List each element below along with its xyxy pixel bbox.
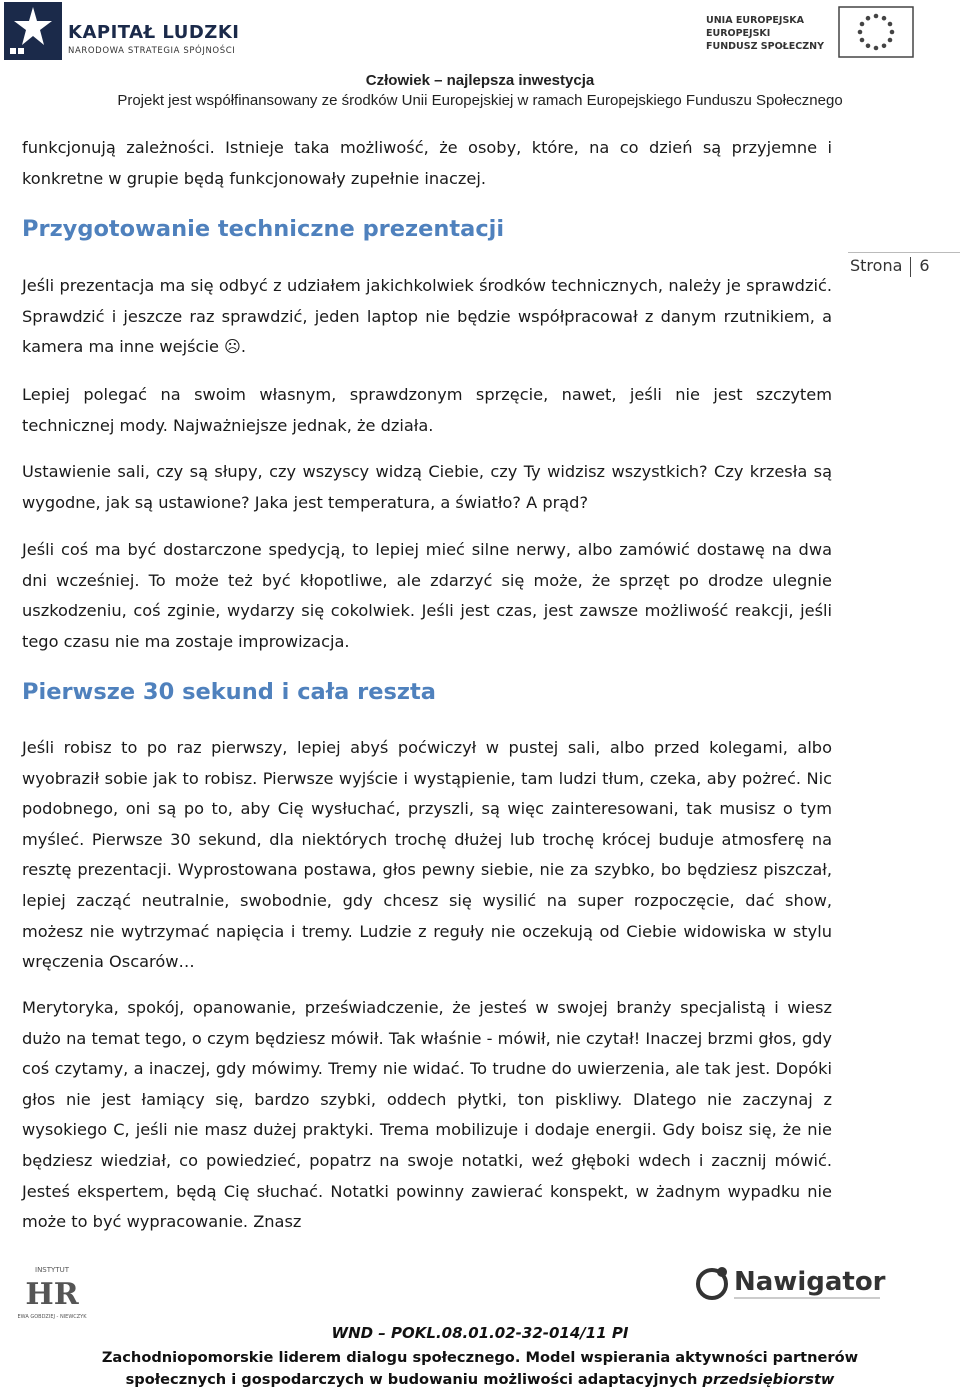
eu-label-line2: EUROPEJSKI bbox=[706, 28, 771, 39]
svg-text:EWA GOBDZIEJ - NIEWCZYK: EWA GOBDZIEJ - NIEWCZYK bbox=[17, 1314, 87, 1320]
eu-label-line1: UNIA EUROPEJSKA bbox=[706, 15, 804, 26]
paragraph-own-equipment: Lepiej polegać na swoim własnym, sprawdzonym sprzęcie, nawet, jeśli nie jest szczytem technicznej mody. Najważniejsze jednak, że działa. bbox=[22, 385, 832, 435]
footer-project-code: WND – POKL.08.01.02-32-014/11 PI bbox=[331, 1324, 629, 1342]
page-number-separator bbox=[910, 257, 911, 277]
page-number-rule bbox=[848, 252, 960, 253]
heading-technical-prep: Przygotowanie techniczne prezentacji bbox=[22, 216, 505, 242]
instytut-hr-logo bbox=[17, 1262, 87, 1324]
svg-text:HR: HR bbox=[25, 1277, 79, 1312]
paragraph-room-setup: Ustawienie sali, czy są słupy, czy wszyscy widzą Ciebie, czy Ty widzisz wszystkich? Czy krzesła są wygodne, jak są ustawione? Jaka jest temperatura, a światło? A prąd? bbox=[22, 462, 832, 512]
paragraph-intro: funkcjonują zależności. Istnieje taka możliwość, że osoby, które, na co dzień są przyjemne i konkretne w grupie będą funkcjonowały zupełnie inaczej. bbox=[22, 138, 832, 188]
eu-label-line3: FUNDUSZ SPOŁECZNY bbox=[706, 41, 824, 52]
nawigator-logo bbox=[690, 1250, 920, 1312]
page-number bbox=[850, 256, 930, 277]
footer-line2-regular: społecznych i gospodarczych w budowaniu możliwości adaptacyjnych bbox=[125, 1371, 703, 1388]
paragraph-delivery: Jeśli coś ma być dostarczone spedycją, to lepiej mieć silne nerwy, albo zamówić dostawę na dwa dni wcześniej. To może też być kłopotliwe, ale zdarzyć się może, że sprzęt po drodze ulegnie uszkodzeniu, coś zginie, wydarzy się cokolwiek. Jeśli jest czas, jest zawsze możliwość reakcji, jeśli tego czasu nie ma zostaje improwizacja. bbox=[22, 540, 832, 651]
eu-label bbox=[706, 14, 824, 53]
page-number-value: 6 bbox=[919, 256, 930, 275]
heading-first-30-seconds: Pierwsze 30 sekund i cała reszta bbox=[22, 679, 436, 705]
header-project-info: Projekt jest współfinansowany ze środków Unii Europejskiej w ramach Europejskiego Funduszu Społecznego bbox=[117, 92, 843, 109]
paragraph-first-time: Jeśli robisz to po raz pierwszy, lepiej abyś poćwiczył w pustej sali, albo przed kolegami, albo wyobraził sobie jak to robisz. Pierwsze wyjście i wystąpienie, tam ludzi tłum, czeka, aby pożreć. Nic podobnego, oni są po to, aby Cię wysłuchać, przyszli, są więc zainteresowani, tak musisz o tym myśleć. Pierwsze 30 sekund, dla niektórych trochę dłużej lub trochę krócej buduje atmosferę na resztę prezentacji. Wyprostowana postawa, głos pewny siebie, nie za szybko, bo będziesz piszczał, lepiej zacząć neutralnie, swobodnie, gdy chcesz się wysilić na super rozpoczęcie, dać show, możesz nie wytrzymać napięcia i tremy. Ludzie z reguły nie oczekują od Ciebie widowiska w stylu wręczenia Oscarów… bbox=[22, 738, 832, 972]
footer-project-title-line1: Zachodniopomorskie liderem dialogu społecznego. Model wspierania aktywności partnerów bbox=[101, 1349, 859, 1366]
svg-text:INSTYTUT: INSTYTUT bbox=[35, 1266, 69, 1274]
kapital-ludzki-subtitle: NARODOWA STRATEGIA SPÓJNOŚCI bbox=[68, 46, 236, 56]
header-slogan: Człowiek – najlepsza inwestycja bbox=[365, 72, 595, 89]
svg-text:Nawigator: Nawigator bbox=[734, 1267, 886, 1297]
kapital-ludzki-emblem-icon bbox=[4, 2, 62, 60]
paragraph-technical-check: Jeśli prezentacja ma się odbyć z udziałem jakichkolwiek środków technicznych, należy je sprawdzić. Sprawdzić i jeszcze raz sprawdzić, jeden laptop nie będzie współpracował z danym rzutnikiem, a kamera ma inne wejście ☹. bbox=[22, 276, 832, 357]
eu-flag-icon bbox=[838, 6, 914, 58]
paragraph-substance: Merytoryka, spokój, opanowanie, przeświadczenie, że jesteś w swojej branży specjalistą i wiesz dużo na temat tego, o czym będziesz mówił. Tak właśnie - mówił, nie czytał! Inaczej brzmi głos, gdy coś czytamy, a inaczej, gdy mówimy. Tremy nie widać. To trudne do uwierzenia, ale tak jest. Dopóki głos nie jest łamiący się, bardzo szybki, oddech płytki, ton piskliwy. Dlatego nie zaczynaj z wysokiego C, jeśli nie masz dużej praktyki. Trema mobilizuje i dodaje energii. Gdy boisz się, że nie będziesz wiedział, co powiedzieć, popatrz na swoje notatki, weź głęboki wdech i zacznij mówić. Jesteś ekspertem, będą Cię słuchać. Notatki powinny zawierać konspekt, w żadnym wypadku nie może to być wypracowanie. Znasz bbox=[22, 998, 832, 1232]
footer-line2-italic: przedsiębiorstw bbox=[702, 1371, 835, 1388]
kapital-ludzki-title: KAPITAŁ LUDZKI bbox=[68, 22, 240, 43]
page-number-label: Strona bbox=[850, 256, 903, 275]
footer-project-title-line2 bbox=[0, 1371, 960, 1388]
